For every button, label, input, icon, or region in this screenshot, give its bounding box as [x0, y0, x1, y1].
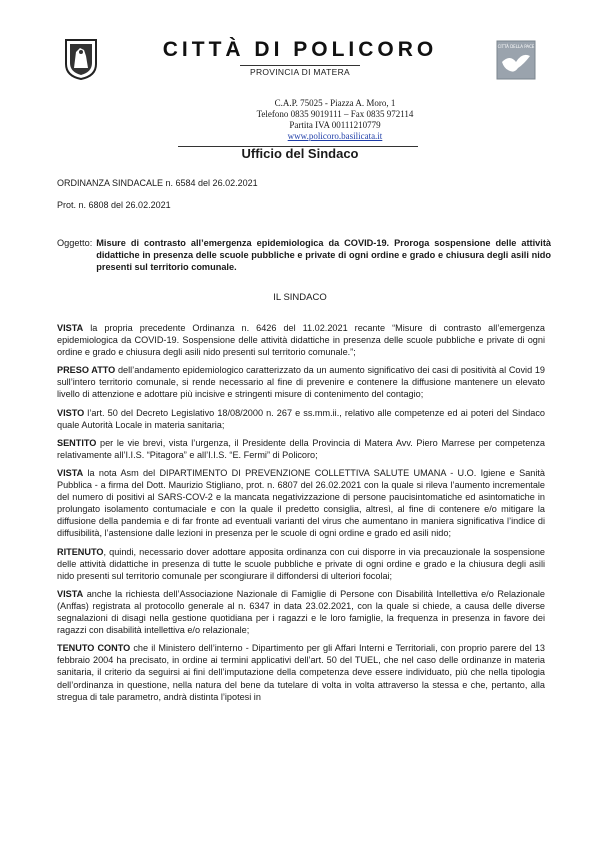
paragraph-keyword: VISTA	[57, 589, 84, 600]
paragraph	[57, 546, 545, 582]
paragraph-text: che il Ministero dell’interno - Dipartimento per gli Affari Interni e Territoriali, con proprio parere del 13 febbraio 2004 ha precisato, in ordine ai termini applicativi dell’art. 50 del TUEL, che nel caso delle ordinanze in materia sanitaria, il criterio da seguirsi ai fini dell’imputazione della competenza deve essere individuato, più che nella tipologia dell’ordinanza in questione, nella natura del bene da tutelare di volta in volta attraverso la stessa e che, pertanto, alla stregua di tale parametro, andrà distinta l’ipotesi in	[57, 643, 545, 702]
website-link[interactable]: www.policoro.basilicata.it	[287, 131, 383, 141]
protocol-number: Prot. n. 6808 del 26.02.2021	[57, 200, 171, 210]
paragraph-keyword: VISTA	[57, 323, 84, 333]
paragraph-keyword: SENTITO	[57, 437, 97, 448]
paragraph-keyword: PRESO ATTO	[57, 365, 116, 376]
title-divider	[240, 65, 360, 66]
paragraph-text: la propria precedente Ordinanza n. 6426 del 11.02.2021 recante “Misure di contrasto all’emergenza epidemiologica da COVID-19. Sospensione delle attività didattiche in presenza delle scuole pubbliche e private di ogni ordine e grado e chiusura degli asili nido presenti sul territorio comunale.”;	[57, 323, 545, 358]
city-title: CITTÀ DI POLICORO	[162, 38, 438, 61]
paragraph-keyword: TENUTO CONTO	[57, 643, 131, 654]
letterhead	[0, 34, 600, 104]
subject-text: Misure di contrasto all’emergenza epidemiologica da COVID-19. Proroga sospensione delle attività didattiche in presenza delle scuole pubbliche e private di ogni ordine e grado e chiusura degli asili nido presenti sul territorio comunale.	[96, 238, 551, 272]
paragraph	[57, 364, 545, 400]
paragraph	[57, 407, 545, 431]
paragraph-keyword: RITENUTO	[57, 546, 104, 557]
phone-line: Telefono 0835 9019111 – Fax 0835 972114	[256, 109, 414, 119]
logo-text: CITTÀ DELLA PACE	[497, 44, 535, 49]
paragraph	[57, 322, 545, 358]
address-line: C.A.P. 75025 - Piazza A. Moro, 1	[274, 98, 396, 108]
paragraph-text: per le vie brevi, vista l’urgenza, il Presidente della Provincia di Matera Avv. Piero Marrese per competenza relativamente all’I.I.S. “Pitagora” e all’I.I.S. “E. Fermi” di Policoro;	[57, 437, 545, 460]
address-block	[0, 98, 600, 142]
province-subtitle: PROVINCIA DI MATERA	[249, 67, 350, 77]
paragraph	[57, 642, 545, 702]
ordinance-number: ORDINANZA SINDACALE n. 6584 del 26.02.2021	[57, 178, 258, 188]
office-heading: Ufficio del Sindaco	[241, 146, 359, 161]
paragraph-text: anche la richiesta dell’Associazione Nazionale di Famiglie di Persone con Disabilità Intellettiva e/o Relazionale (Anffas) registrata al protocollo generale al n. 6347 in data 23.02.2021, con la quale si chiede, a causa delle diverse segnalazioni di disagi nella gestione quotidiana per i ragazzi e le loro famiglie, la frequenza in presenza in favore dei ragazzi con disabilità intellettiva e/o relazionale;	[57, 589, 545, 636]
paragraph-keyword: VISTA	[57, 468, 84, 479]
paragraph-text: la nota Asm del DIPARTIMENTO DI PREVENZIONE COLLETTIVA SALUTE UMANA - U.O. Igiene e Sanità Pubblica - a firma del Dott. Maurizio Stigliano, prot. n. 6807 del 26.02.2021 con la quale si rileva l’aumento incrementale del numero di positivi al SARS-COV-2 e la mancata negativizzazione di persone paucisintomatiche ed asintomatiche in prolungato isolamento contumaciale e con la quale il predetto consiglia, altresì, al fine di contenere e/o mitigare la diffusione della pandemia e di far fronte ad eventuali varianti del virus che aumentano in maniera significativa l’indice di diffusibilità, l’astensione dalle lezioni in presenza per le scuole di ogni ordine e grado ed asili nido;	[57, 468, 545, 539]
subject-block	[57, 237, 551, 273]
paragraph	[57, 588, 545, 636]
mayor-heading: IL SINDACO	[273, 292, 327, 303]
paragraph	[57, 437, 545, 461]
paragraph	[57, 467, 545, 539]
paragraph-text: dell’andamento epidemiologico caratterizzato da un aumento significativo dei casi di positività al Covid 19 sull’intero territorio comunale, si rende necessario al fine di prevenire e contenere la diffusione mantenere un elevato livello di attenzione e adottare più incisive e stringenti misure di contenimento del contagio;	[57, 365, 545, 400]
document-body	[57, 322, 545, 709]
paragraph-keyword: VISTO	[57, 407, 85, 418]
paragraph-text: , quindi, necessario dover adottare apposita ordinanza con cui disporre in via precauzionale la sospensione delle attività didattiche in presenza di tutte le scuole pubbliche e private di ogni ordine e grado e la chiusura degli asili nido presenti sul territorio comunale per scongiurare il diffondersi di ulteriori focolai;	[57, 546, 545, 581]
paragraph-text: l’art. 50 del Decreto Legislativo 18/08/2000 n. 267 e ss.mm.ii., relativo alle competenze ed ai poteri del Sindaco quale Autorità Locale in materia sanitaria;	[57, 407, 545, 430]
subject-label: Oggetto:	[57, 238, 93, 248]
city-of-peace-logo-icon	[496, 40, 536, 80]
vat-line: Partita IVA 00111210779	[289, 120, 381, 130]
